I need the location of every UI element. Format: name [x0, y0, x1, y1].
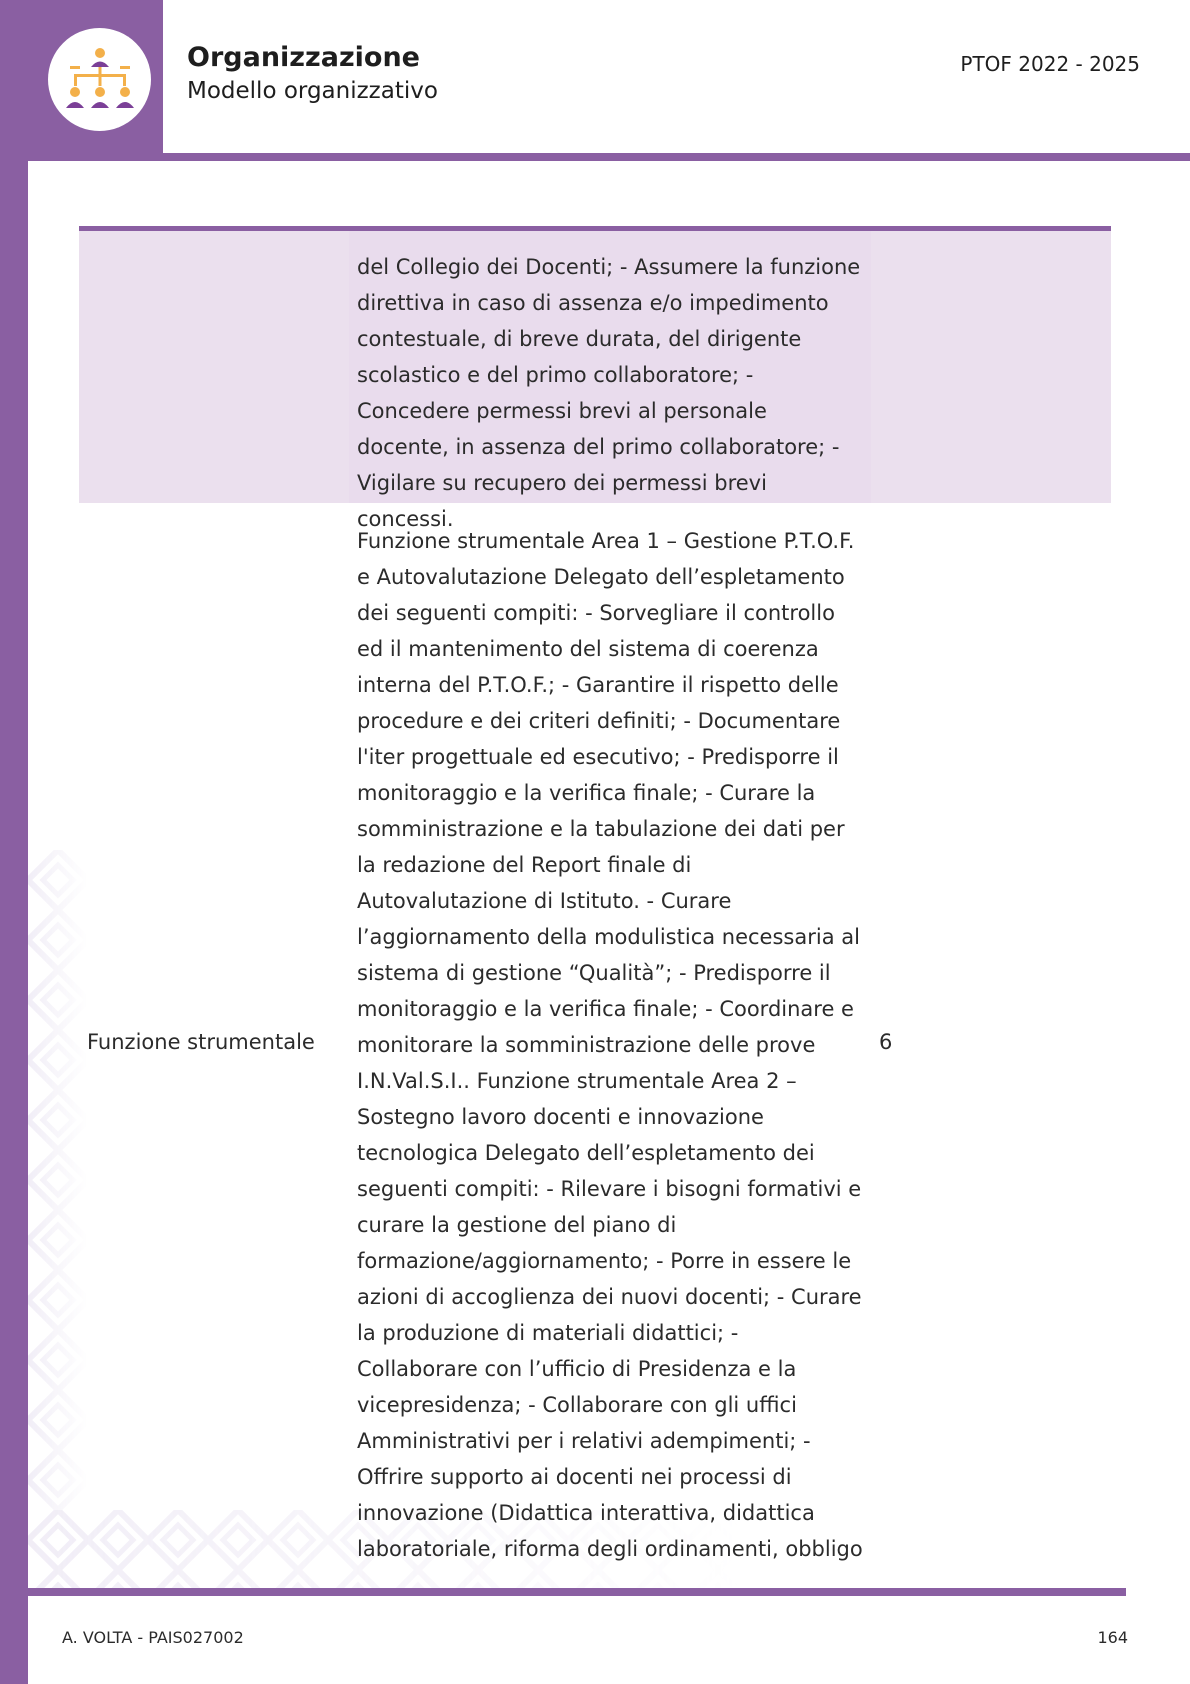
- role-cell: [79, 231, 349, 503]
- header-rule: [163, 153, 1190, 161]
- organization-table: [79, 226, 1111, 1581]
- org-chart-icon: [62, 44, 138, 114]
- page-title: Organizzazione: [187, 42, 420, 73]
- logo-badge: [48, 28, 151, 131]
- table-row: [79, 503, 1111, 1581]
- count-cell: [871, 231, 1111, 503]
- edition-label: PTOF 2022 - 2025: [960, 52, 1140, 76]
- footer-rule: [28, 1588, 1126, 1596]
- description-cell: del Collegio dei Docenti; - Assumere la funzione direttiva in caso di assenza e/o impedimento contestuale, di breve durata, del dirigente scolastico e del primo collaboratore; - Concedere permessi brevi al personale docente, in assenza del primo collaboratore; - Vigilare su recupero dei permessi brevi concessi.: [349, 231, 871, 503]
- count-cell: 6: [879, 1030, 893, 1054]
- page-subtitle: Modello organizzativo: [187, 78, 438, 104]
- footer-school: A. VOLTA - PAIS027002: [62, 1628, 244, 1647]
- role-cell: Funzione strumentale: [87, 1030, 315, 1054]
- page-number: 164: [1097, 1628, 1128, 1647]
- left-band: [0, 0, 28, 1684]
- table-row: [79, 231, 1111, 531]
- description-cell: Funzione strumentale Area 1 – Gestione P.T.O.F. e Autovalutazione Delegato dell’espletamento dei seguenti compiti: - Sorvegliare il controllo ed il mantenimento del sistema di coerenza interna del P.T.O.F.; - Garantire il rispetto delle procedure e dei criteri definiti; - Documentare l'iter progettuale ed esecutivo; - Predisporre il monitoraggio e la verifica finale; - Curare la somministrazione e la tabulazione dei dati per la redazione del Report finale di Autovalutazione di Istituto. - Curare l’aggiornamento della modulistica necessaria al sistema di gestione “Qualità”; - Predisporre il monitoraggio e la verifica finale; - Coordinare e monitorare la somministrazione delle prove I.N.Val.S.I.. Funzione strumentale Area 2 – Sostegno lavoro docenti e innovazione tecnologica Delegato dell’espletamento dei seguenti compiti: - Rilevare i bisogni formativi e curare la gestione del piano di formazione/aggiornamento; - Porre in essere le azioni di accoglienza dei nuovi docenti; - Curare la produzione di materiali didattici; - Collaborare con l’ufficio di Presidenza e la vicepresidenza; - Collaborare con gli uffici Amministrativi per i relativi adempimenti; - Offrire supporto ai docenti nei processi di innovazione (Didattica interattiva, didattica laboratoriale, riforma degli ordinamenti, obbligo: [357, 529, 863, 1561]
